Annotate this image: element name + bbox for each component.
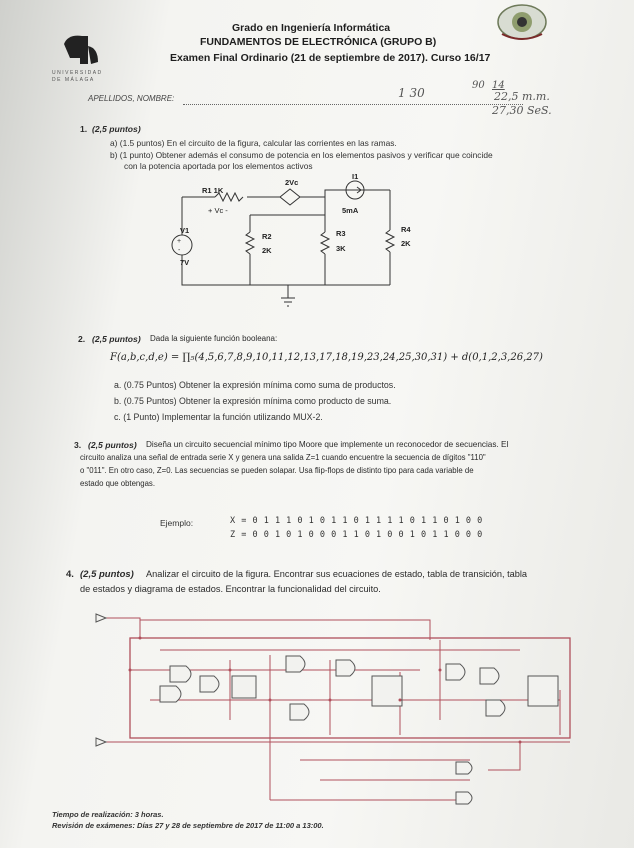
i1-value: 5mA (342, 206, 359, 215)
svg-text:+: + (177, 238, 182, 245)
q3-line2: circuito analiza una señal de entrada serie X y genera una salida Z=1 cuando encuentre la secuencia de dígitos "110" (80, 453, 486, 462)
exam-title: Examen Final Ordinario (21 de septiembre de 2017). Curso 16/17 (170, 52, 491, 64)
r2-value: 2K (262, 246, 272, 255)
q4-line1: Analizar el circuito de la figura. Encontrar sus ecuaciones de estado, tabla de transición, tabla (146, 569, 527, 579)
q1-points: (2,5 puntos) (92, 124, 141, 134)
university-logo-text: UNIVERSIDAD DE MÁLAGA (52, 70, 103, 83)
r3-label: R3 (336, 229, 346, 238)
r4-label: R4 (401, 225, 411, 234)
q4-points: (2,5 puntos) (80, 569, 134, 580)
course-title: FUNDAMENTOS DE ELECTRÓNICA (GRUPO B) (200, 36, 437, 48)
q2-part-a: a. (0.75 Puntos) Obtener la expresión mínima como suma de productos. (114, 380, 396, 390)
q3-line3: o "011". En otro caso, Z=0. Las secuencias se pueden solapar. Usa flip-flops de distinto tipo para cada variable de (80, 466, 474, 475)
r3-value: 3K (336, 244, 346, 253)
q2-part-c: c. (1 Punto) Implementar la función utilizando MUX-2. (114, 412, 323, 422)
q3-line4: estado que obtengas. (80, 479, 155, 488)
q2-part-b: b. (0.75 Puntos) Obtener la expresión mínima como producto de suma. (114, 396, 392, 406)
degree-title: Grado en Ingeniería Informática (232, 22, 391, 34)
dependent-source-label: 2Vc (285, 178, 299, 187)
q3-points: (2,5 puntos) (88, 440, 137, 450)
i1-label: I1 (352, 172, 359, 181)
q2-points: (2,5 puntos) (92, 334, 141, 344)
footer-review: Revisión de exámenes: Días 27 y 28 de septiembre de 2017 de 11:00 a 13:00. (52, 821, 324, 830)
q3-line1: Diseña un circuito secuencial mínimo tipo Moore que implemente un reconocedor de secuencias. El (146, 440, 509, 449)
q4-line2: de estados y diagrama de estados. Encontrar la funcionalidad del circuito. (80, 584, 381, 594)
r1-label: R1 1K (202, 186, 224, 195)
q1-number: 1. (80, 124, 88, 134)
r4-value: 2K (401, 239, 411, 248)
r2-label: R2 (262, 232, 272, 241)
footer-time: Tiempo de realización: 3 horas. (52, 810, 164, 819)
q4-number: 4. (66, 569, 74, 580)
handwritten-mark-5: 27,30 SeS. (492, 104, 552, 117)
q2-intro: Dada la siguiente función booleana: (150, 334, 278, 343)
vc-label: + Vc - (208, 206, 228, 215)
q1-part-a: a) (1.5 puntos) En el circuito de la figura, calcular las corrientes en las ramas. (110, 138, 397, 148)
q1-part-b-line1: b) (1 punto) Obtener además el consumo de potencia en los elementos pasivos y verificar que coincide (110, 150, 493, 160)
q3-x-sequence: X = 0 1 1 1 0 1 0 1 1 0 1 1 1 1 0 1 1 0 1 0 0 (230, 516, 483, 526)
svg-text:-: - (178, 247, 181, 254)
q2-formula: F(a,b,c,d,e) = ∏₅(4,5,6,7,8,9,10,11,12,13,17,18,19,23,24,25,30,31) + d(0,1,2,3,26,27) (110, 352, 543, 363)
handwritten-mark-3: 14 (492, 80, 505, 91)
v1-value: 7V (180, 258, 190, 267)
q2-number: 2. (78, 334, 86, 344)
q3-z-sequence: Z = 0 0 1 0 1 0 0 0 1 1 0 1 0 0 1 0 1 1 0 0 0 (230, 530, 483, 540)
q1-part-b-line2: con la potencia aportada por los elementos activos (124, 161, 313, 171)
handwritten-mark-4: 22,5 m.m. (494, 90, 550, 103)
handwritten-mark-2: 90 (472, 80, 485, 91)
v1-label: V1 (180, 226, 190, 235)
q3-number: 3. (74, 440, 82, 450)
handwritten-mark-1: 1 30 (398, 86, 425, 100)
q3-example-label: Ejemplo: (160, 518, 194, 528)
name-label: APELLIDOS, NOMBRE: (88, 94, 175, 103)
